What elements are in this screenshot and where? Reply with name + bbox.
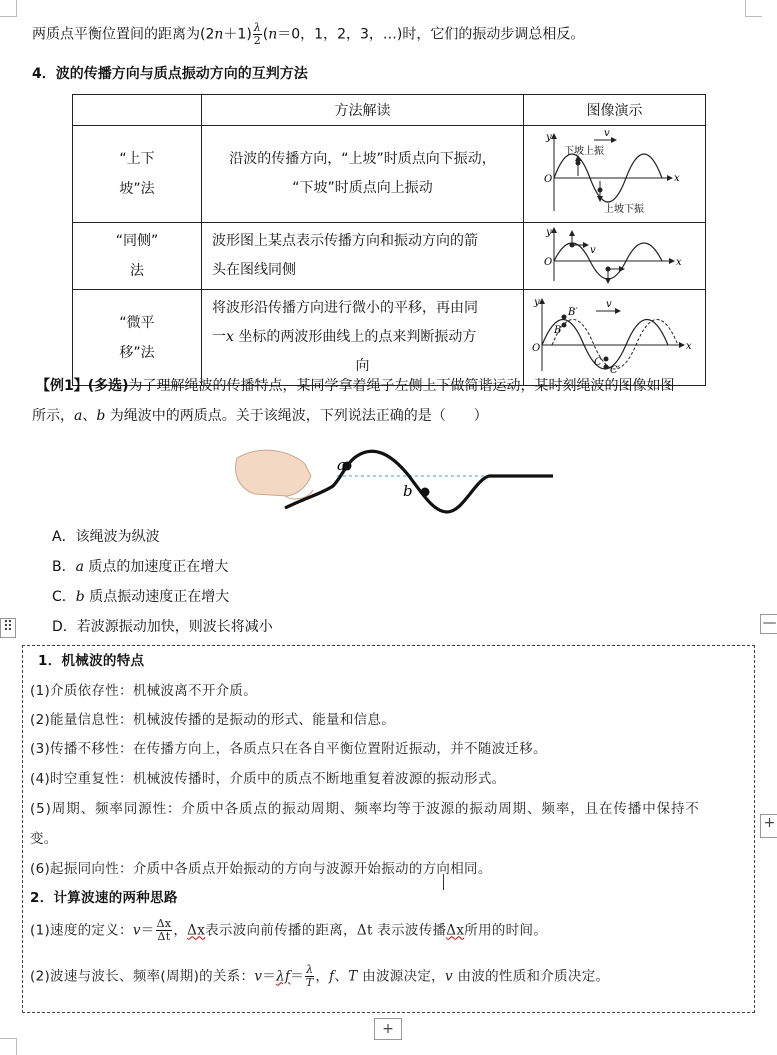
formula-text: 由波源决定， xyxy=(357,968,445,985)
method-desc-part: 一 xyxy=(212,329,226,345)
formula-var: Δx xyxy=(446,922,465,939)
point-b xyxy=(562,322,567,327)
option-text: 该绳波为纵波 xyxy=(75,529,160,545)
speed-relation-line xyxy=(30,964,609,989)
top-line-frac-den: 2 xyxy=(253,34,261,47)
upslope-label: 上坡下振 xyxy=(604,204,644,215)
method-desc-line: 沿波的传播方向，“上坡”时质点向下振动， xyxy=(229,151,496,167)
y-label: y xyxy=(546,132,552,143)
method-name-line: “微平 xyxy=(119,314,155,331)
option-b[interactable] xyxy=(52,556,228,576)
formula-var: v xyxy=(445,968,453,985)
summary-box xyxy=(22,645,755,1013)
box-item: (4)时空重复性：机械波传播时，介质中的质点不断地重复着波源的振动形式。 xyxy=(30,771,506,787)
example-text-1: 为了理解绳波的传播特点，某同学拿着绳子左侧上下做简谐运动，某时刻绳波的图像如图 xyxy=(128,378,675,394)
box-item: (5)周期、频率同源性：介质中各质点的振动周期、频率均等于波源的振动周期、频率，且在传播中保持不 xyxy=(30,801,700,817)
option-var: b xyxy=(75,589,85,605)
point-c xyxy=(604,364,609,369)
box-item: (6)起振同向性：介质中各质点开始振动的方向与波源开始振动的方向相同。 xyxy=(30,861,492,877)
v-label: v xyxy=(604,128,610,139)
box-item: (2)能量信息性：机械波传播的是振动的形式、能量和信息。 xyxy=(30,712,396,728)
crop-mark-top-left xyxy=(0,0,17,17)
formula-frac-den: T xyxy=(305,976,314,989)
option-var: a xyxy=(75,559,84,575)
example-var-b: b xyxy=(96,408,106,424)
text-cursor-icon xyxy=(443,874,450,890)
formula-text: 所用的时间。 xyxy=(464,922,548,939)
method-desc-part: 坐标的两波形曲线上的点来判断振动方 xyxy=(233,329,477,345)
formula-var: f xyxy=(329,968,335,985)
rope-curve xyxy=(285,451,553,512)
table-row xyxy=(73,290,706,386)
example-text: 所示， xyxy=(32,408,74,424)
box-item: (3)传播不移性：在传播方向上，各质点只在各自平衡位置附近振动，并不随波迁移。 xyxy=(30,741,547,757)
origin-label: O xyxy=(532,342,541,354)
formula-frac-num: λ xyxy=(306,963,314,976)
method-desc-line xyxy=(212,323,513,352)
drag-handle-icon[interactable]: ⠿ xyxy=(0,618,16,638)
point-c-prime xyxy=(604,356,609,361)
y-label: y xyxy=(534,296,540,308)
label-b-prime: B′ xyxy=(568,306,578,318)
section4-title: 4．波的传播方向与质点振动方向的互判方法 xyxy=(32,66,308,82)
top-line-n: n xyxy=(214,26,224,43)
top-formula-line xyxy=(32,22,584,47)
top-line-post: ＝0，1，2，3，…)时，它们的振动步调总相反。 xyxy=(277,26,585,43)
methods-table xyxy=(72,94,706,386)
method-desc-line: 将波形沿传播方向进行微小的平移，再由同 xyxy=(212,300,478,316)
method-name-line: “上下 xyxy=(119,151,155,167)
v-label: v xyxy=(590,245,596,256)
example-tag: 【例1】 xyxy=(36,378,88,394)
table-header-row xyxy=(73,95,706,126)
formula-text: (1)速度的定义： xyxy=(30,922,133,939)
method-desc-line: 波形图上某点表示传播方向和振动方向的箭 xyxy=(212,233,478,249)
formula-var: v xyxy=(132,922,141,939)
top-line-pre: 两质点平衡位置间的距离为(2 xyxy=(32,26,215,43)
formula-var: Δt xyxy=(356,922,373,939)
formula-text: 表示波传播 xyxy=(372,922,447,939)
box-item: (1)介质依存性：机械波离不开介质。 xyxy=(30,683,258,699)
speed-definition-line xyxy=(30,918,547,943)
formula-fraction xyxy=(305,964,314,989)
formula-var: Δx xyxy=(187,922,206,939)
table-row xyxy=(73,223,706,290)
x-label: x xyxy=(686,340,692,352)
label-c: C xyxy=(594,356,602,368)
method-name-cell xyxy=(73,223,202,290)
same-side-diagram xyxy=(524,223,704,285)
example-line-1 xyxy=(36,376,675,396)
label-c-prime: C′ xyxy=(610,364,620,376)
formula-frac-den: Δt xyxy=(157,930,171,943)
shifted-wave-curve xyxy=(552,319,678,369)
x-label: x xyxy=(676,257,682,268)
top-line-n2: n xyxy=(268,26,278,43)
add-right-button[interactable]: + xyxy=(760,814,777,838)
table-header-method: 方法解读 xyxy=(202,95,524,126)
method-name-line: 移”法 xyxy=(119,344,155,361)
origin-label: O xyxy=(544,174,553,185)
method-name-line: “同侧” xyxy=(115,233,159,249)
method-desc-line: 头在图线同侧 xyxy=(212,262,296,278)
top-line-plus1: ＋1) xyxy=(223,26,252,43)
formula-fraction xyxy=(156,918,173,943)
add-below-button[interactable]: + xyxy=(374,1018,402,1040)
option-letter: C． xyxy=(52,589,76,605)
method-desc-cell xyxy=(202,223,524,290)
shift-diagram xyxy=(524,293,704,379)
box-heading-1: 1．机械波的特点 xyxy=(38,653,145,669)
crop-mark-top-right xyxy=(745,0,762,17)
rope-wave-figure xyxy=(225,436,565,522)
point xyxy=(598,188,603,193)
diagram-cell xyxy=(524,290,706,386)
method-desc-var: x xyxy=(226,329,234,345)
option-letter: B． xyxy=(52,559,76,575)
formula-text: ， xyxy=(315,968,330,985)
method-name-line: 坡”法 xyxy=(119,181,155,197)
box-item: 变。 xyxy=(30,831,58,847)
example-var-a: a xyxy=(74,408,83,424)
formula-text: 、 xyxy=(334,968,349,985)
box-heading-2: 2．计算波速的两种思路 xyxy=(30,890,178,906)
option-d[interactable] xyxy=(52,616,273,636)
option-letter: A． xyxy=(52,529,76,545)
formula-frac-num: Δx xyxy=(156,917,172,930)
example-line-2 xyxy=(32,406,488,426)
v-label: v xyxy=(606,298,612,310)
table-header-diagram: 图像演示 xyxy=(524,95,706,126)
top-line-frac-num: λ xyxy=(253,21,261,34)
crop-mark-bottom-left xyxy=(0,1038,17,1055)
option-letter: D． xyxy=(52,619,77,635)
method-name-line: 法 xyxy=(130,263,144,279)
example-text: 、 xyxy=(82,408,97,424)
formula-text: ＝ xyxy=(262,968,277,985)
option-c[interactable] xyxy=(52,586,229,606)
collapse-button[interactable]: — xyxy=(760,614,777,634)
formula-text: (2)波速与波长、频率(周期)的关系： xyxy=(30,968,255,985)
formula-var: v xyxy=(254,968,263,985)
label-a: a xyxy=(337,456,346,474)
diagram-cell xyxy=(524,126,706,223)
formula-var: λf xyxy=(276,968,291,985)
point xyxy=(576,161,581,166)
y-label: y xyxy=(546,227,552,238)
formula-text: ， xyxy=(173,922,188,939)
option-a[interactable] xyxy=(52,526,160,546)
top-line-fraction xyxy=(253,22,262,47)
hand-icon xyxy=(236,450,311,496)
method-desc-line: 向 xyxy=(355,358,370,374)
label-b: B xyxy=(554,324,562,336)
formula-text: ＝ xyxy=(140,922,155,939)
option-text: 质点的加速度正在增大 xyxy=(83,559,229,575)
method-name-cell xyxy=(73,290,202,386)
option-text: 质点振动速度正在增大 xyxy=(84,589,230,605)
point-b xyxy=(421,488,430,497)
formula-var: T xyxy=(348,968,358,985)
origin-label: O xyxy=(544,257,553,268)
example-multi: (多选) xyxy=(87,378,129,394)
formula-text: 表示波向前传播的距离， xyxy=(205,922,357,939)
example-text: 为绳波中的两质点。关于该绳波，下列说法正确的是（ ） xyxy=(105,408,488,424)
x-label: x xyxy=(674,173,680,184)
method-desc-line: “下坡”时质点向上振动 xyxy=(292,180,433,196)
formula-text: ＝ xyxy=(290,968,305,985)
downslope-label: 下坡上振 xyxy=(564,146,604,157)
diagram-cell xyxy=(524,223,706,290)
point-b-prime xyxy=(562,314,567,319)
updown-slope-diagram xyxy=(524,126,704,218)
table-row xyxy=(73,126,706,223)
table-header-empty xyxy=(73,95,202,126)
formula-text: 由波的性质和介质决定。 xyxy=(452,968,610,985)
method-name-cell xyxy=(73,126,202,223)
option-text: 若波源振动加快，则波长将减小 xyxy=(76,619,273,635)
method-desc-cell xyxy=(202,126,524,223)
top-line-paren: ( xyxy=(262,26,269,43)
label-b: b xyxy=(403,482,413,500)
method-desc-cell xyxy=(202,290,524,386)
